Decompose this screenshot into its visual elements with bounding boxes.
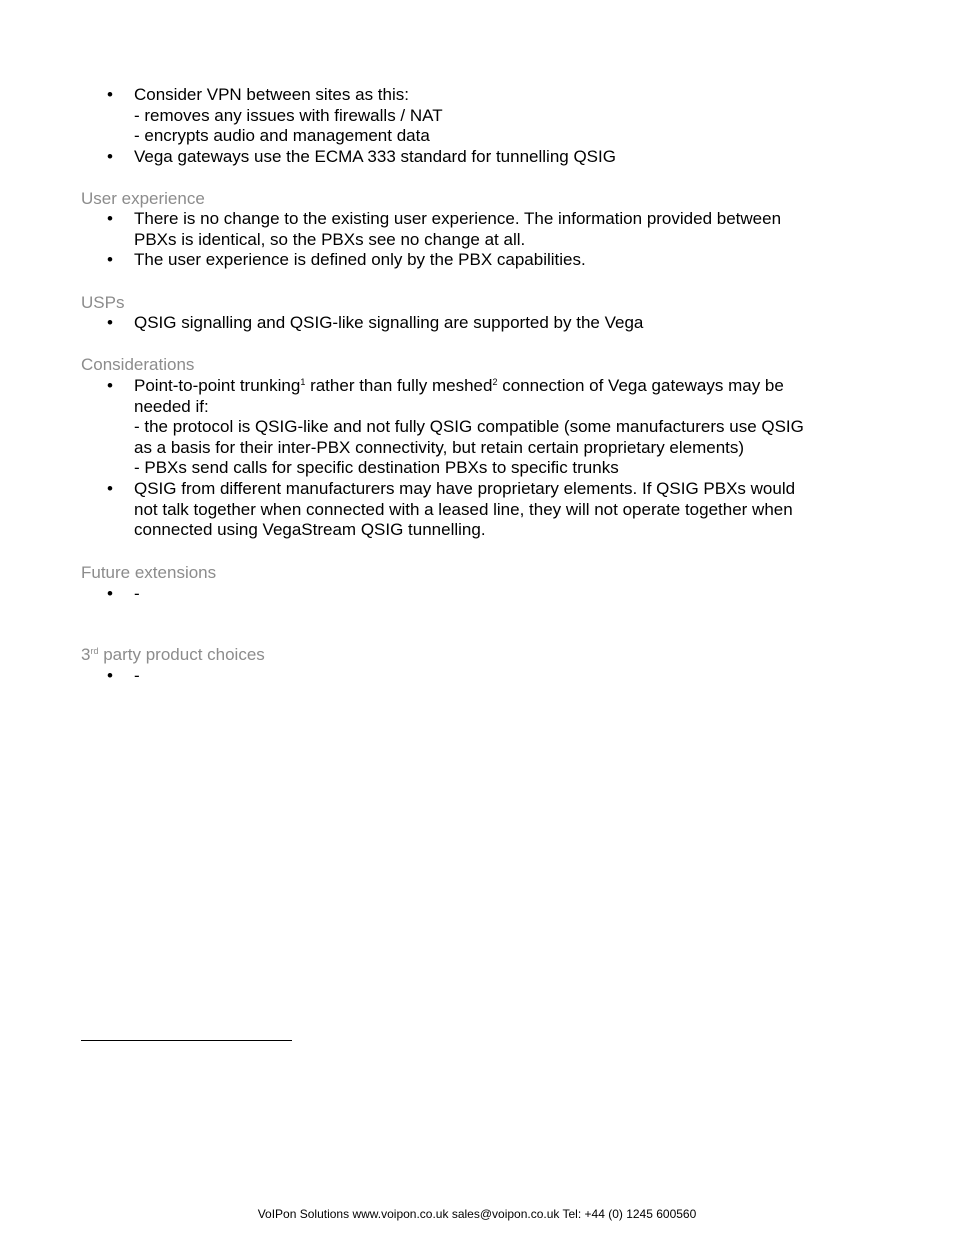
list-item-text: - PBXs send calls for specific destination PBXs to specific trunks <box>134 458 619 478</box>
ordinal-suffix: rd <box>90 646 99 656</box>
list-item <box>81 250 851 271</box>
list-item-text: connected using VegaStream QSIG tunnelling. <box>134 520 486 540</box>
list-item <box>81 85 851 147</box>
list-item-text: QSIG from different manufacturers may have proprietary elements. If QSIG PBXs would <box>134 478 796 498</box>
bullet-icon: • <box>107 584 113 603</box>
list-item-text: - <box>134 666 140 685</box>
section-heading-user-experience: User experience <box>81 189 205 208</box>
intro-list <box>81 85 851 167</box>
section-heading-future-extensions: Future extensions <box>81 563 217 582</box>
bullet-icon: • <box>107 376 113 395</box>
list-item-text: Vega gateways use the ECMA 333 standard for tunnelling QSIG <box>134 146 616 166</box>
list-item-text <box>134 376 851 397</box>
list-item-text: The user experience is defined only by the PBX capabilities. <box>134 250 586 270</box>
list-item <box>81 147 851 168</box>
text-run: 3 <box>81 645 91 664</box>
list-item <box>81 313 851 334</box>
list-item <box>81 666 851 687</box>
list-item <box>81 209 851 250</box>
future-extensions-list <box>81 584 851 605</box>
footnote-ref-1: 1 <box>300 377 306 387</box>
bullet-icon: • <box>107 146 113 166</box>
list-item-text: QSIG signalling and QSIG-like signalling are supported by the Vega <box>134 313 644 332</box>
section-heading-usps: USPs <box>81 293 125 312</box>
list-item-text: not talk together when connected with a leased line, they will not operate together when <box>134 499 793 519</box>
third-party-list <box>81 666 851 687</box>
section-heading-third-party <box>81 645 265 665</box>
bullet-icon: • <box>107 478 113 498</box>
considerations-list <box>81 376 851 541</box>
list-item-text: Consider VPN between sites as this: <box>134 85 409 104</box>
footnote-separator <box>81 1040 292 1041</box>
bullet-icon: • <box>107 250 113 270</box>
list-item-text: There is no change to the existing user experience. The information provided between <box>134 209 782 228</box>
list-item-text: - the protocol is QSIG-like and not fully QSIG compatible (some manufacturers use QSIG <box>134 417 804 437</box>
list-item <box>81 376 851 479</box>
section-heading-considerations: Considerations <box>81 355 195 374</box>
list-item <box>81 479 851 541</box>
text-run: connection of Vega gateways may be <box>497 376 784 395</box>
bullet-icon: • <box>107 666 113 685</box>
list-item-text: needed if: <box>134 396 209 416</box>
text-run: Point-to-point trunking <box>134 376 301 395</box>
page-footer: VoIPon Solutions www.voipon.co.uk sales@voipon.co.uk Tel: +44 (0) 1245 600560 <box>257 1207 697 1221</box>
list-item-text: - encrypts audio and management data <box>134 126 430 146</box>
list-item-text: - removes any issues with firewalls / NAT <box>134 105 443 125</box>
list-item <box>81 584 851 605</box>
bullet-icon: • <box>107 313 113 332</box>
text-run: party product choices <box>98 645 265 664</box>
bullet-icon: • <box>107 85 113 104</box>
list-item-text: - <box>134 584 140 603</box>
usps-list <box>81 313 851 334</box>
text-run: rather than fully meshed <box>305 376 493 395</box>
list-item-text: as a basis for their inter-PBX connectivity, but retain certain proprietary elements) <box>134 437 745 457</box>
bullet-icon: • <box>107 209 113 228</box>
list-item-text: PBXs is identical, so the PBXs see no change at all. <box>134 229 526 249</box>
footnote-ref-2: 2 <box>492 377 498 387</box>
user-experience-list <box>81 209 851 271</box>
